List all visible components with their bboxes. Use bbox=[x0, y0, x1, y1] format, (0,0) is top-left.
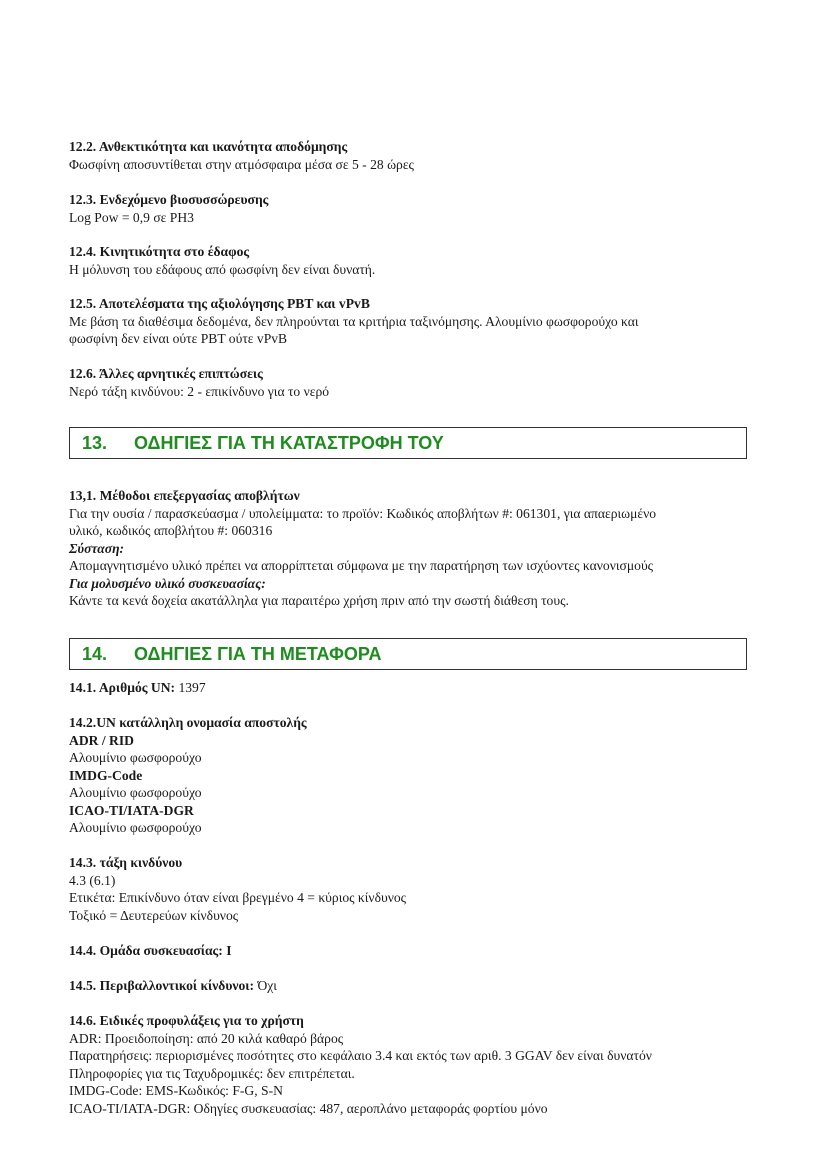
section-text: Νερό τάξη κινδύνου: 2 - επικίνδυνο για το νερό bbox=[69, 383, 330, 399]
field-value: Όχι bbox=[254, 978, 277, 993]
section-13-1 bbox=[69, 487, 759, 610]
section-text: Η μόλυνση του εδάφους από φωσφίνη δεν είναι δυνατή. bbox=[69, 261, 376, 277]
field-label: 14.5. Περιβαλλοντικοί κίνδυνοι: bbox=[69, 978, 255, 993]
section-text: Πληροφορίες για τις Ταχυδρομικές: δεν επιτρέπεται. bbox=[69, 1065, 355, 1081]
section-number: 14. bbox=[82, 644, 108, 664]
section-14-2 bbox=[69, 714, 759, 837]
section-text: Αλουμίνιο φωσφορούχο bbox=[69, 750, 202, 765]
section-text: Με βάση τα διαθέσιμα δεδομένα, δεν πληρούνται τα κριτήρια ταξινόμησης. Αλουμίνιο φωσφορούχο και bbox=[69, 313, 639, 329]
section-text: υλικό, κωδικός αποβλήτου #: 060316 bbox=[69, 523, 273, 538]
section-text: Τοξικό = Δευτερεύων κίνδυνος bbox=[69, 907, 239, 923]
section-text: 4.3 (6.1) bbox=[69, 872, 116, 888]
section-text: Για την ουσία / παρασκεύασμα / υπολείμματα: το προϊόν: Κωδικός αποβλήτων #: 061301, για απαεριωμένο bbox=[69, 505, 657, 521]
subheading: ICAO-TI/IATA-DGR bbox=[69, 802, 194, 818]
section-text: Απομαγνητισμένο υλικό πρέπει να απορρίπτεται σύμφωνα με την παρατήρηση των ισχύοντες κανονισμούς bbox=[69, 558, 654, 573]
section-text: IMDG-Code: EMS-Κωδικός: F-G, S-N bbox=[69, 1083, 283, 1098]
section-title: ΟΔΗΓΙΕΣ ΓΙΑ ΤΗ ΚΑΤΑΣΤΡΟΦΗ ΤΟΥ bbox=[134, 433, 444, 453]
section-14-3 bbox=[69, 854, 759, 924]
subheading: IMDG-Code bbox=[69, 767, 143, 783]
section-heading: 12.3. Ενδεχόμενο βιοσυσσώρευσης bbox=[69, 192, 269, 207]
section-heading: 12.5. Αποτελέσματα της αξιολόγησης PBT και vPvB bbox=[69, 296, 370, 311]
section-text: Παρατηρήσεις: περιορισμένες ποσότητες στο κεφάλαιο 3.4 και εκτός των αριθ. 3 GGAV δεν είναι δυνατόν bbox=[69, 1048, 652, 1063]
section-14-6 bbox=[69, 1012, 759, 1117]
section-heading: 14.4. Ομάδα συσκευασίας: I bbox=[69, 943, 232, 958]
section-12-5 bbox=[69, 295, 759, 348]
section-heading: 14.2.UN κατάλληλη ονομασία αποστολής bbox=[69, 715, 307, 730]
section-text: Log Pow = 0,9 σε PH3 bbox=[69, 209, 194, 225]
section-text: Κάντε τα κενά δοχεία ακατάλληλα για παραιτέρω χρήση πριν από την σωστή διάθεση τους. bbox=[69, 593, 569, 608]
section-13-header bbox=[69, 427, 747, 459]
section-12-4 bbox=[69, 243, 759, 278]
subheading: ADR / RID bbox=[69, 732, 134, 748]
section-heading: 12.4. Κινητικότητα στο έδαφος bbox=[69, 244, 250, 259]
section-heading: 14.3. τάξη κινδύνου bbox=[69, 855, 183, 870]
section-14-4 bbox=[69, 942, 759, 960]
section-title: ΟΔΗΓΙΕΣ ΓΙΑ ΤΗ ΜΕΤΑΦΟΡΑ bbox=[134, 644, 382, 664]
section-text: Αλουμίνιο φωσφορούχο bbox=[69, 785, 202, 800]
section-heading: 12.2. Ανθεκτικότητα και ικανότητα αποδόμησης bbox=[69, 139, 348, 154]
section-text: ICAO-TI/IATA-DGR: Οδηγίες συσκευασίας: 487, αεροπλάνο μεταφοράς φορτίου μόνο bbox=[69, 1100, 548, 1116]
section-14-5 bbox=[69, 977, 759, 995]
section-14-1 bbox=[69, 679, 759, 697]
section-heading: 14.6. Ειδικές προφυλάξεις για το χρήστη bbox=[69, 1013, 304, 1028]
section-text: Φωσφίνη αποσυντίθεται στην ατμόσφαιρα μέσα σε 5 - 28 ώρες bbox=[69, 156, 414, 172]
section-number: 13. bbox=[82, 433, 108, 453]
section-14-header bbox=[69, 638, 747, 670]
section-12-3 bbox=[69, 191, 759, 226]
section-12-6 bbox=[69, 365, 759, 400]
section-text: ADR: Προειδοποίηση: από 20 κιλά καθαρό βάρος bbox=[69, 1030, 344, 1046]
section-heading: 13,1. Μέθοδοι επεξεργασίας αποβλήτων bbox=[69, 488, 300, 503]
field-value: 1397 bbox=[175, 680, 206, 695]
section-text: Ετικέτα: Επικίνδυνο όταν είναι βρεγμένο 4 = κύριος κίνδυνος bbox=[69, 890, 407, 905]
section-heading: 12.6. Άλλες αρνητικές επιπτώσεις bbox=[69, 366, 263, 381]
field-label: 14.1. Αριθμός UN: bbox=[69, 680, 176, 695]
section-text: φωσφίνη δεν είναι ούτε PBT ούτε vPvB bbox=[69, 331, 288, 346]
section-12-2 bbox=[69, 138, 759, 173]
subheading: Για μολυσμένο υλικό συσκευασίας: bbox=[69, 575, 266, 591]
section-text: Αλουμίνιο φωσφορούχο bbox=[69, 820, 202, 835]
subheading: Σύσταση: bbox=[69, 540, 125, 556]
